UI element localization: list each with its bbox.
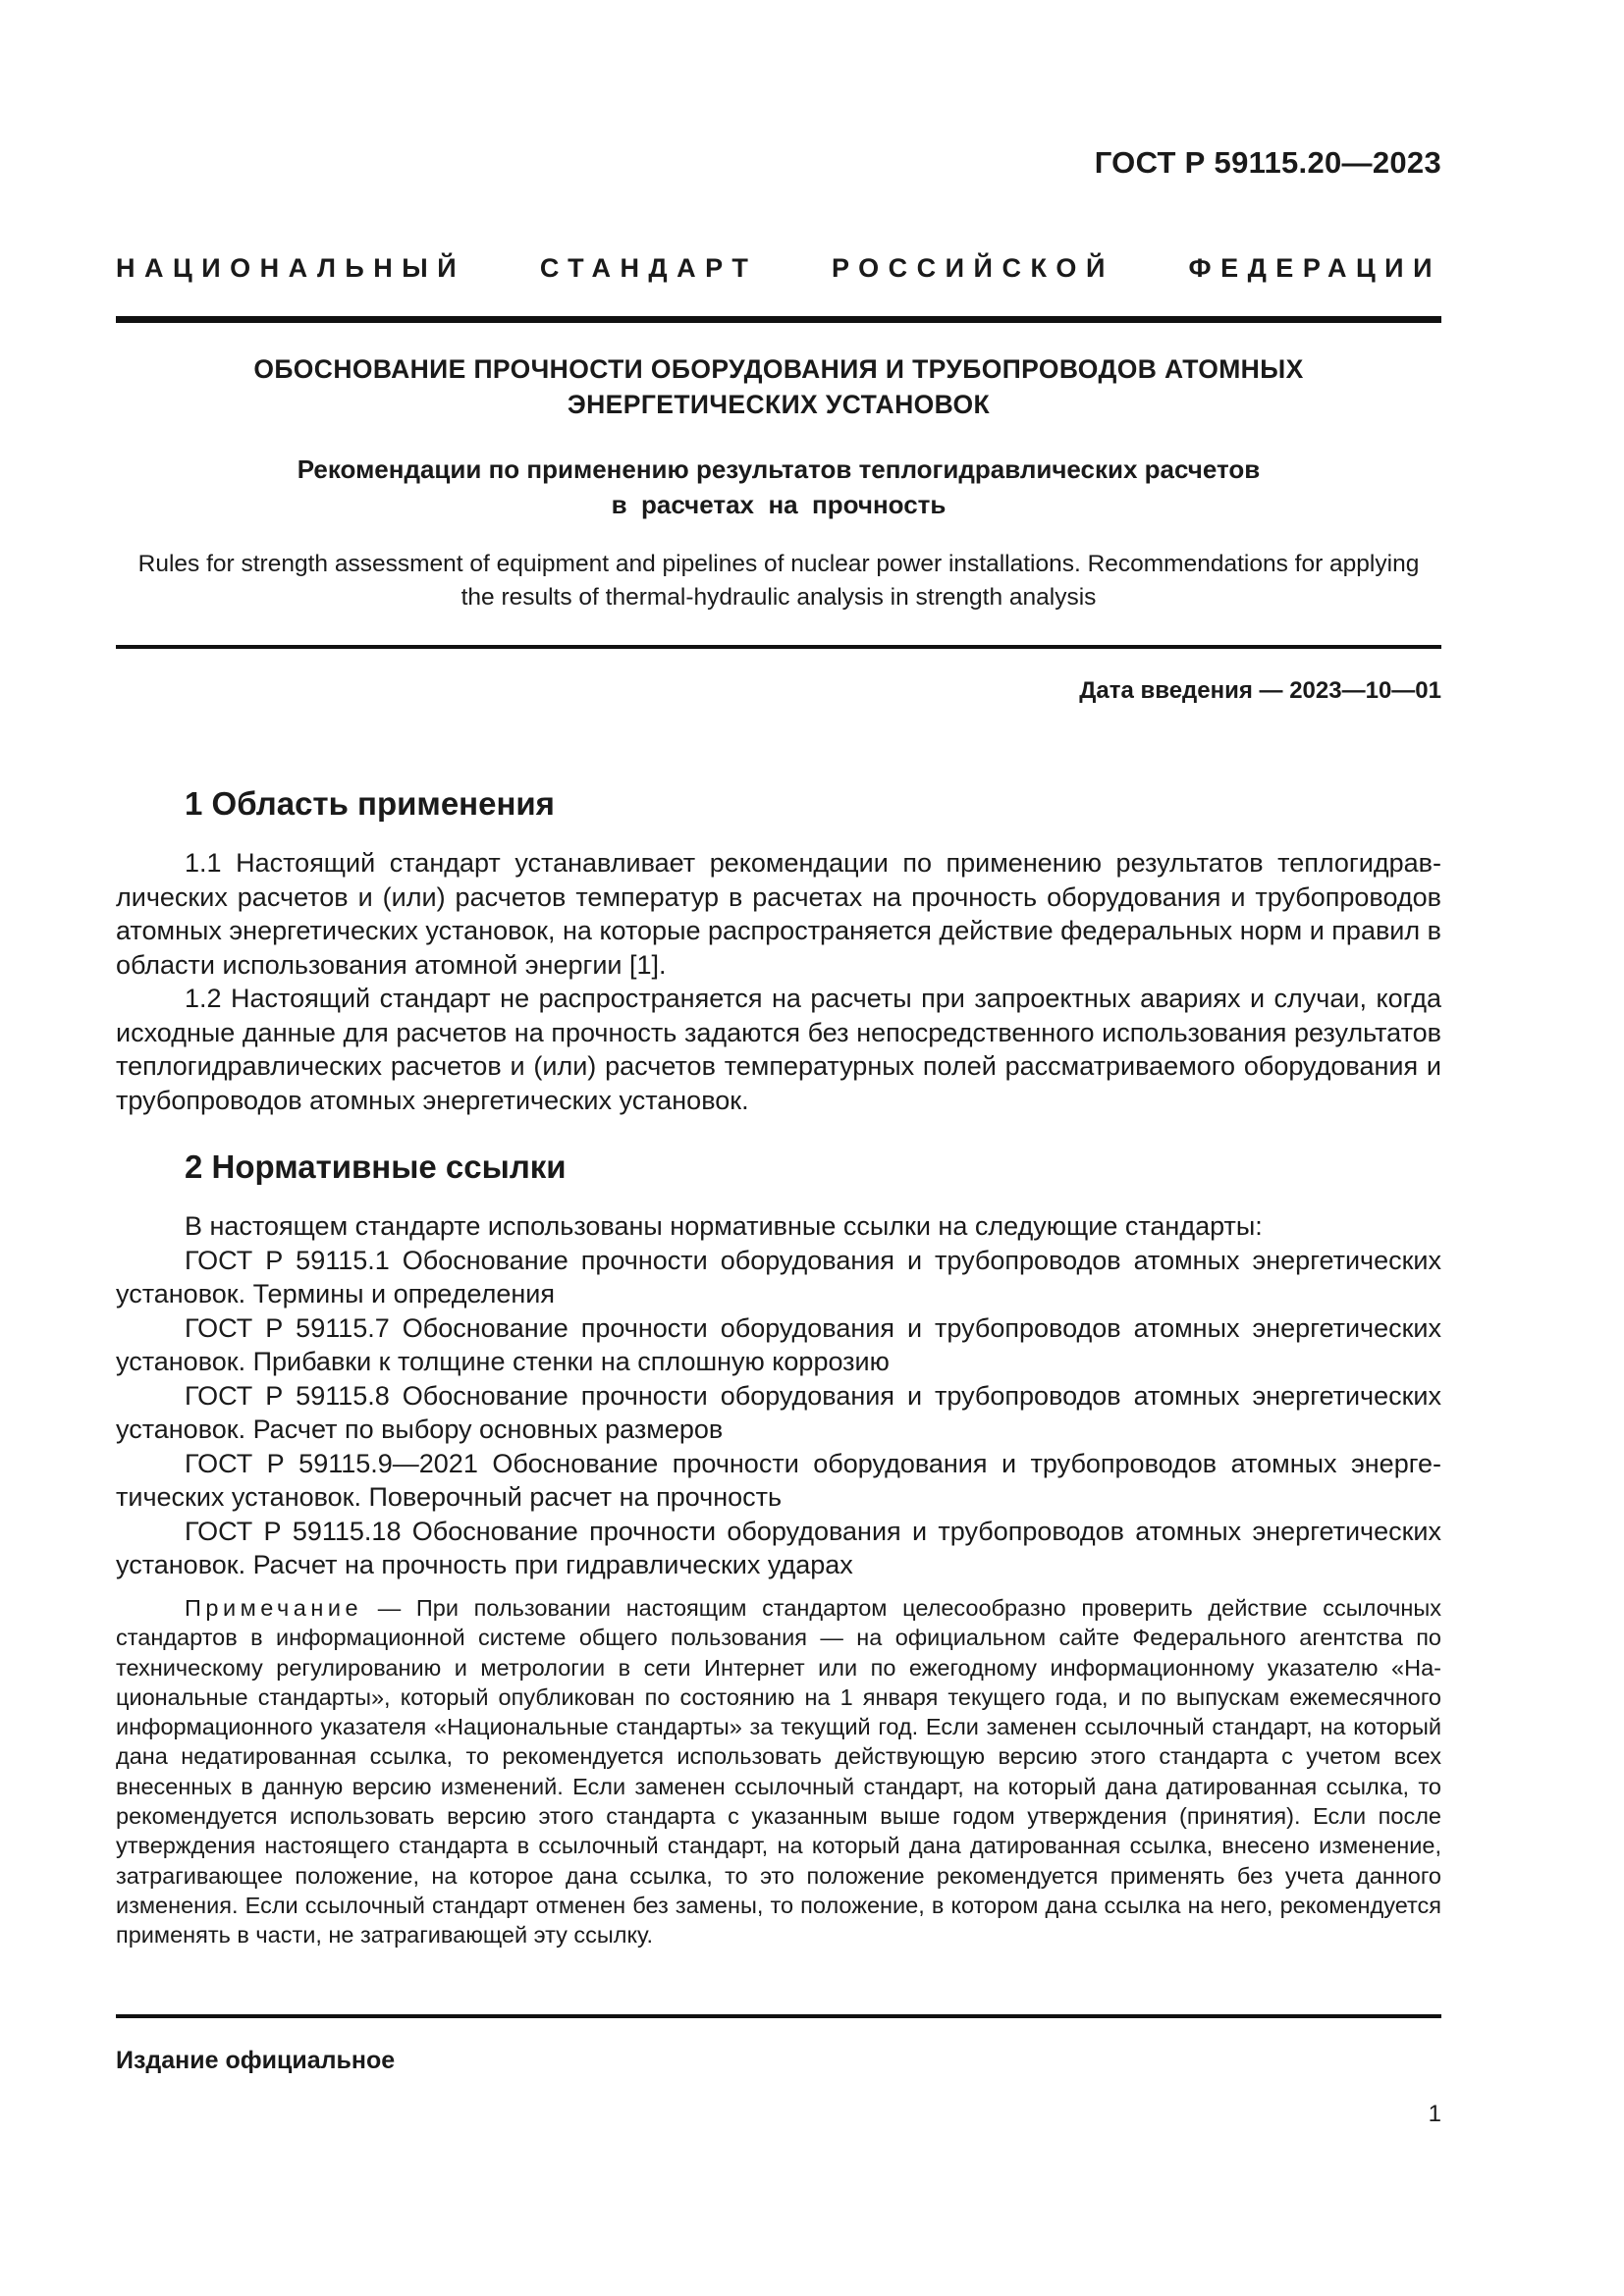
- introduction-date: Дата введения — 2023—10—01: [1079, 677, 1441, 704]
- paragraph-1-1: 1.1 Настоящий стандарт устанавливает рекомендации по применению результатов теплогидравлических расчетов и (или) расчетов температур в расчетах на прочность оборудования и трубопроводов атомных энергетических установок, на которые распространяется действие федеральных норм и правил в области использования атомной энергии [1].: [116, 848, 1441, 980]
- document-subtitle: [116, 452, 1441, 522]
- subtitle-line-2: в расчетах на прочность: [611, 490, 947, 519]
- footer-divider: [116, 2014, 1441, 2018]
- reference-item: ГОСТ Р 59115.1 Обоснование прочности оборудования и трубопроводов атомных энергетических установок. Термины и определения: [116, 1245, 1441, 1308]
- official-edition-label: Издание официальное: [116, 2047, 396, 2074]
- english-title: [116, 548, 1441, 614]
- title-divider: [116, 645, 1441, 649]
- page-number: 1: [1428, 2101, 1441, 2127]
- note-label: Примечание: [185, 1595, 363, 1621]
- document-title: [116, 351, 1441, 422]
- section-2-heading: 2 Нормативные ссылки: [185, 1148, 567, 1185]
- subtitle-line-1: Рекомендации по применению результатов теплогидравлических расчетов: [297, 454, 1261, 484]
- document-id: ГОСТ Р 59115.20—2023: [1094, 145, 1441, 180]
- english-title-line-2: the results of thermal-hydraulic analysis in strength analysis: [460, 584, 1097, 611]
- reference-item: ГОСТ Р 59115.9—2021 Обоснование прочности оборудования и трубопроводов атомных энергетических установок. Поверочный расчет на прочность: [116, 1448, 1441, 1512]
- top-divider: [116, 316, 1441, 323]
- reference-item: ГОСТ Р 59115.8 Обоснование прочности оборудования и трубопроводов атомных энергетических установок. Расчет по выбору основных размеров: [116, 1380, 1441, 1444]
- section-1-heading: 1 Область применения: [185, 785, 555, 822]
- paragraph-1-2: 1.2 Настоящий стандарт не распространяется на расчеты при запроектных авариях и случаи, когда исходные данные для расчетов на прочность задаются без непосредственного использования результатов теплогидравлических расчетов и (или) расчетов температурных полей рассматриваемого оборудования и трубопроводов атомных энергетических установок.: [116, 984, 1441, 1115]
- section-1-body: [116, 846, 1441, 1117]
- reference-item: ГОСТ Р 59115.7 Обоснование прочности оборудования и трубопроводов атомных энергетических установок. Прибавки к толщине стенки на сплошную коррозию: [116, 1312, 1441, 1376]
- title-line-1: ОБОСНОВАНИЕ ПРОЧНОСТИ ОБОРУДОВАНИЯ И ТРУБОПРОВОДОВ АТОМНЫХ: [253, 354, 1304, 384]
- note-block: [116, 1593, 1441, 1950]
- english-title-line-1: Rules for strength assessment of equipment and pipelines of nuclear power installations. Recommendations for applying: [137, 551, 1420, 577]
- note-paragraph: [116, 1593, 1441, 1950]
- reference-item: ГОСТ Р 59115.18 Обоснование прочности оборудования и трубопроводов атомных энергетических установок. Расчет на прочность при гидравлических ударах: [116, 1516, 1441, 1579]
- references-intro: В настоящем стандарте использованы нормативные ссылки на следующие стандарты:: [185, 1211, 1263, 1241]
- note-text: — При пользовании настоящим стандартом целесообразно проверить действие ссылочных стандартов в информационной системе общего пользования — на официальном сайте Федерального агентства по техническому регулированию и метрологии в сети Интернет или по ежегодному информационному указателю «Национальные стандарты», который опубликован по состоянию на 1 января текущего года, и по выпускам ежемесячного информационного указателя «Национальные стандарты» за текущий год. Если заменен ссылочный стандарт, на который дана недатированная ссылка, то рекомендуется использовать действующую версию этого стандарта с учетом всех внесенных в данную версию изменений. Если заменен ссылочный стандарт, на который дана датированная ссылка, то рекомендуется использовать версию этого стандарта с указанным выше годом утверждения (принятия). Если после утверждения настоящего стандарта в ссылочный стандарт, на который дана датированная ссылка, внесено изменение, затрагивающее положение, на которое дана ссылка, то это положение рекомендуется применять без учета данного изменения. Если ссылочный стандарт отменен без замены, то положение, в котором дана ссылка на него, рекомендуется применять в части, не затрагивающей эту ссылку.: [116, 1595, 1441, 1949]
- national-standard-banner: НАЦИОНАЛЬНЫЙ СТАНДАРТ РОССИЙСКОЙ ФЕДЕРАЦИИ: [116, 253, 1441, 283]
- title-line-2: ЭНЕРГЕТИЧЕСКИХ УСТАНОВОК: [567, 390, 991, 419]
- section-2-body: [116, 1209, 1441, 1582]
